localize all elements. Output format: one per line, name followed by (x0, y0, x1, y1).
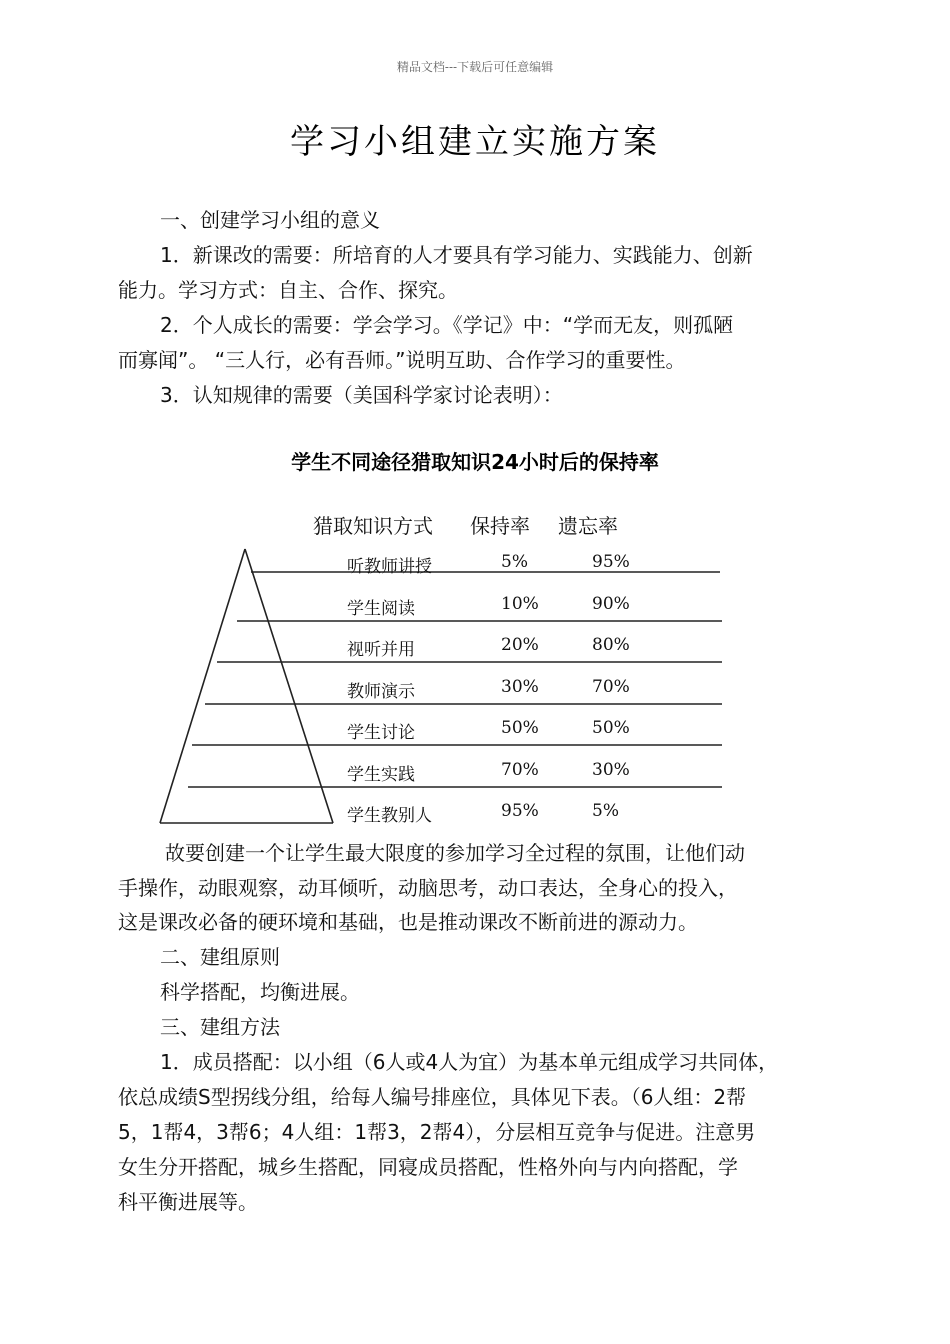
paragraph-line: 科学搭配，均衡进展。 (160, 980, 360, 1004)
row-retention: 30% (501, 677, 539, 697)
paragraph-line: 故要创建一个让学生最大限度的参加学习全过程的氛围，让他们动 (165, 841, 745, 865)
row-retention: 5% (501, 552, 528, 572)
paragraph-line: 依总成绩S型拐线分组，给每人编号排座位，具体见下表。（6人组：2帮 (118, 1085, 747, 1109)
paragraph-line: 2．个人成长的需要：学会学习。《学记》中：“学而无友，则孤陋 (160, 313, 734, 337)
row-method: 教师演示 (347, 682, 415, 702)
row-method: 学生教别人 (347, 806, 432, 826)
paragraph-line: 3．认知规律的需要（美国科学家讨论表明）： (160, 383, 563, 407)
row-retention: 95% (501, 801, 539, 821)
section1-heading: 一、创建学习小组的意义 (160, 208, 380, 232)
row-forget: 90% (592, 594, 630, 614)
row-forget: 50% (592, 718, 630, 738)
page-title: 学习小组建立实施方案 (290, 122, 660, 162)
row-method: 学生阅读 (347, 599, 415, 619)
paragraph-line: 能力。学习方式：自主、合作、探究。 (118, 278, 458, 302)
pyramid-title: 学生不同途径猎取知识24小时后的保持率 (291, 450, 659, 474)
row-retention: 20% (501, 635, 539, 655)
paragraph-line: 1．成员搭配：以小组（6人或4人为宜）为基本单元组成学习共同体， (160, 1050, 779, 1074)
paragraph-line: 手操作，动眼观察，动耳倾听，动脑思考，动口表达，全身心的投入， (118, 876, 738, 900)
row-forget: 70% (592, 677, 630, 697)
pyramid-left-edge (160, 549, 245, 823)
paragraph-line: 5，1帮4，3帮6；4人组：1帮3，2帮4），分层相互竞争与促进。注意男 (118, 1120, 756, 1144)
row-method: 听教师讲授 (347, 557, 432, 577)
paragraph-line: 科平衡进展等。 (118, 1190, 258, 1214)
header-note: 精品文档---下载后可任意编辑 (396, 60, 554, 74)
row-forget: 95% (592, 552, 630, 572)
col-head-retention: 保持率 (470, 514, 530, 538)
row-forget: 30% (592, 760, 630, 780)
paragraph-line: 女生分开搭配，城乡生搭配，同寝成员搭配，性格外向与内向搭配，学 (118, 1155, 738, 1179)
row-retention: 70% (501, 760, 539, 780)
row-method: 学生实践 (347, 765, 415, 785)
col-head-forget: 遗忘率 (558, 514, 618, 538)
row-forget: 5% (592, 801, 619, 821)
row-method: 视听并用 (347, 640, 415, 660)
row-method: 学生讨论 (347, 723, 415, 743)
row-retention: 10% (501, 594, 539, 614)
paragraph-line: 而寡闻”。 “三人行，必有吾师。”说明互助、合作学习的重要性。 (118, 348, 686, 372)
paragraph-line: 这是课改必备的硬环境和基础，也是推动课改不断前进的源动力。 (118, 910, 698, 934)
col-head-method: 猎取知识方式 (313, 514, 433, 538)
paragraph-line: 1．新课改的需要：所培育的人才要具有学习能力、实践能力、创新 (160, 243, 753, 267)
row-forget: 80% (592, 635, 630, 655)
section2-heading: 二、建组原则 (160, 945, 280, 969)
row-retention: 50% (501, 718, 539, 738)
pyramid-right-edge (245, 549, 333, 823)
section3-heading: 三、建组方法 (160, 1015, 280, 1039)
